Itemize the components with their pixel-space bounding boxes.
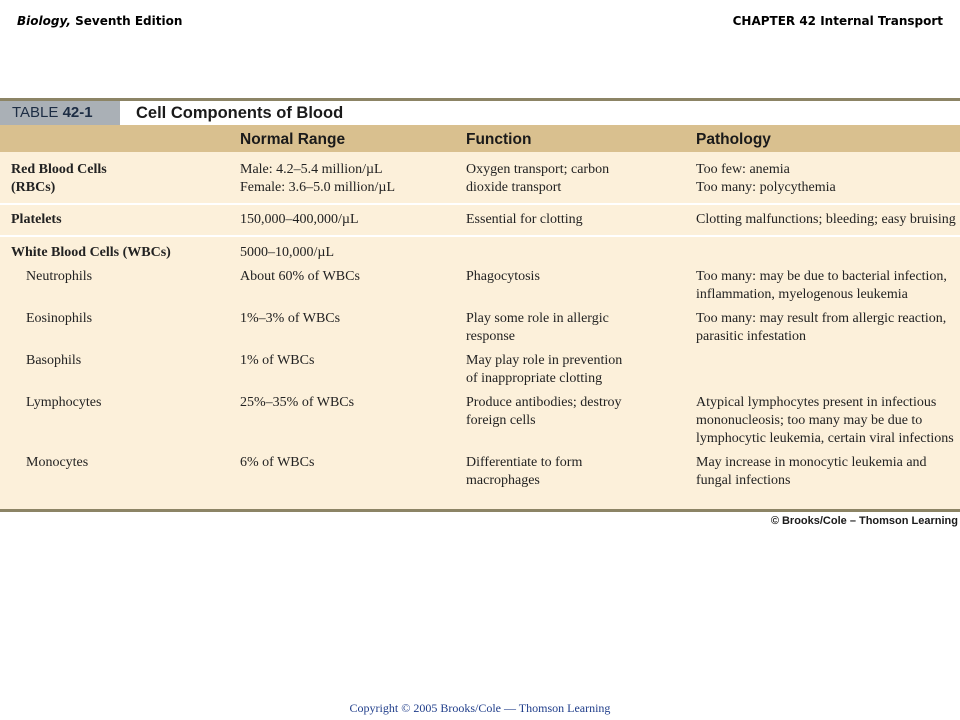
neutrophils-function: Phagocytosis — [466, 269, 540, 284]
table-title-row — [0, 98, 960, 125]
copyright-footer: Copyright © 2005 Brooks/Cole — Thomson Learning — [349, 701, 611, 715]
basophils-function: May play role in prevention of inappropriate clotting — [466, 353, 623, 386]
row-label-basophils: Basophils — [26, 353, 82, 368]
table-bottom-rule — [0, 509, 960, 512]
lymphocytes-pathology: Atypical lymphocytes present in infectious mononucleosis; too many may be due to lymphocytic leukemia, certain viral infections — [696, 395, 954, 446]
column-header-normal-range: Normal Range — [240, 131, 346, 148]
eosinophils-function: Play some role in allergic response — [466, 311, 609, 344]
blood-components-table — [0, 98, 960, 512]
row-label-eosinophils: Eosinophils — [26, 311, 93, 326]
red-blood-cells-function: Oxygen transport; carbon dioxide transport — [466, 162, 610, 195]
row-label-platelets: Platelets — [11, 212, 62, 227]
platelets-range: 150,000–400,000/µL — [240, 212, 359, 227]
header-book-title — [17, 14, 182, 28]
row-label-white-blood-cells: White Blood Cells (WBCs) — [11, 245, 171, 260]
neutrophils-pathology: Too many: may be due to bacterial infection, inflammation, myelogenous leukemia — [696, 269, 947, 302]
column-header-pathology: Pathology — [696, 131, 771, 148]
lymphocytes-range: 25%–35% of WBCs — [240, 395, 355, 410]
table-header-row — [0, 125, 960, 152]
table-credit: © Brooks/Cole – Thomson Learning — [770, 515, 958, 527]
red-blood-cells-pathology: Too few: anemia Too many: polycythemia — [696, 162, 836, 195]
white-blood-cells-range: 5000–10,000/µL — [240, 245, 335, 260]
platelets-function: Essential for clotting — [466, 212, 583, 227]
eosinophils-pathology: Too many: may result from allergic reaction, parasitic infestation — [696, 311, 947, 344]
red-blood-cells-range: Male: 4.2–5.4 million/µL Female: 3.6–5.0 million/µL — [240, 162, 396, 195]
monocytes-pathology: May increase in monocytic leukemia and fungal infections — [696, 455, 927, 488]
header-book-title-italic: Biology, — [17, 14, 71, 28]
row-label-monocytes: Monocytes — [26, 455, 89, 470]
eosinophils-range: 1%–3% of WBCs — [240, 311, 341, 326]
platelets-pathology: Clotting malfunctions; bleeding; easy bruising — [696, 212, 956, 227]
monocytes-function: Differentiate to form macrophages — [466, 455, 583, 488]
header-chapter-title: CHAPTER 42 Internal Transport — [732, 14, 943, 28]
row-label-red-blood-cells: Red Blood Cells (RBCs) — [11, 162, 107, 195]
monocytes-range: 6% of WBCs — [240, 455, 315, 470]
row-label-neutrophils: Neutrophils — [26, 269, 93, 284]
neutrophils-range: About 60% of WBCs — [240, 269, 360, 284]
lymphocytes-function: Produce antibodies; destroy foreign cells — [466, 395, 622, 428]
row-label-lymphocytes: Lymphocytes — [26, 395, 102, 410]
table-title: Cell Components of Blood — [136, 104, 344, 122]
header-book-title-rest: Seventh Edition — [70, 14, 183, 28]
row-divider — [0, 203, 960, 205]
column-header-function: Function — [466, 131, 532, 148]
table-number-tab — [0, 101, 120, 125]
table-number: 42-1 — [62, 104, 93, 121]
basophils-range: 1% of WBCs — [240, 353, 315, 368]
row-divider — [0, 235, 960, 237]
table-number-prefix: TABLE — [12, 104, 63, 121]
